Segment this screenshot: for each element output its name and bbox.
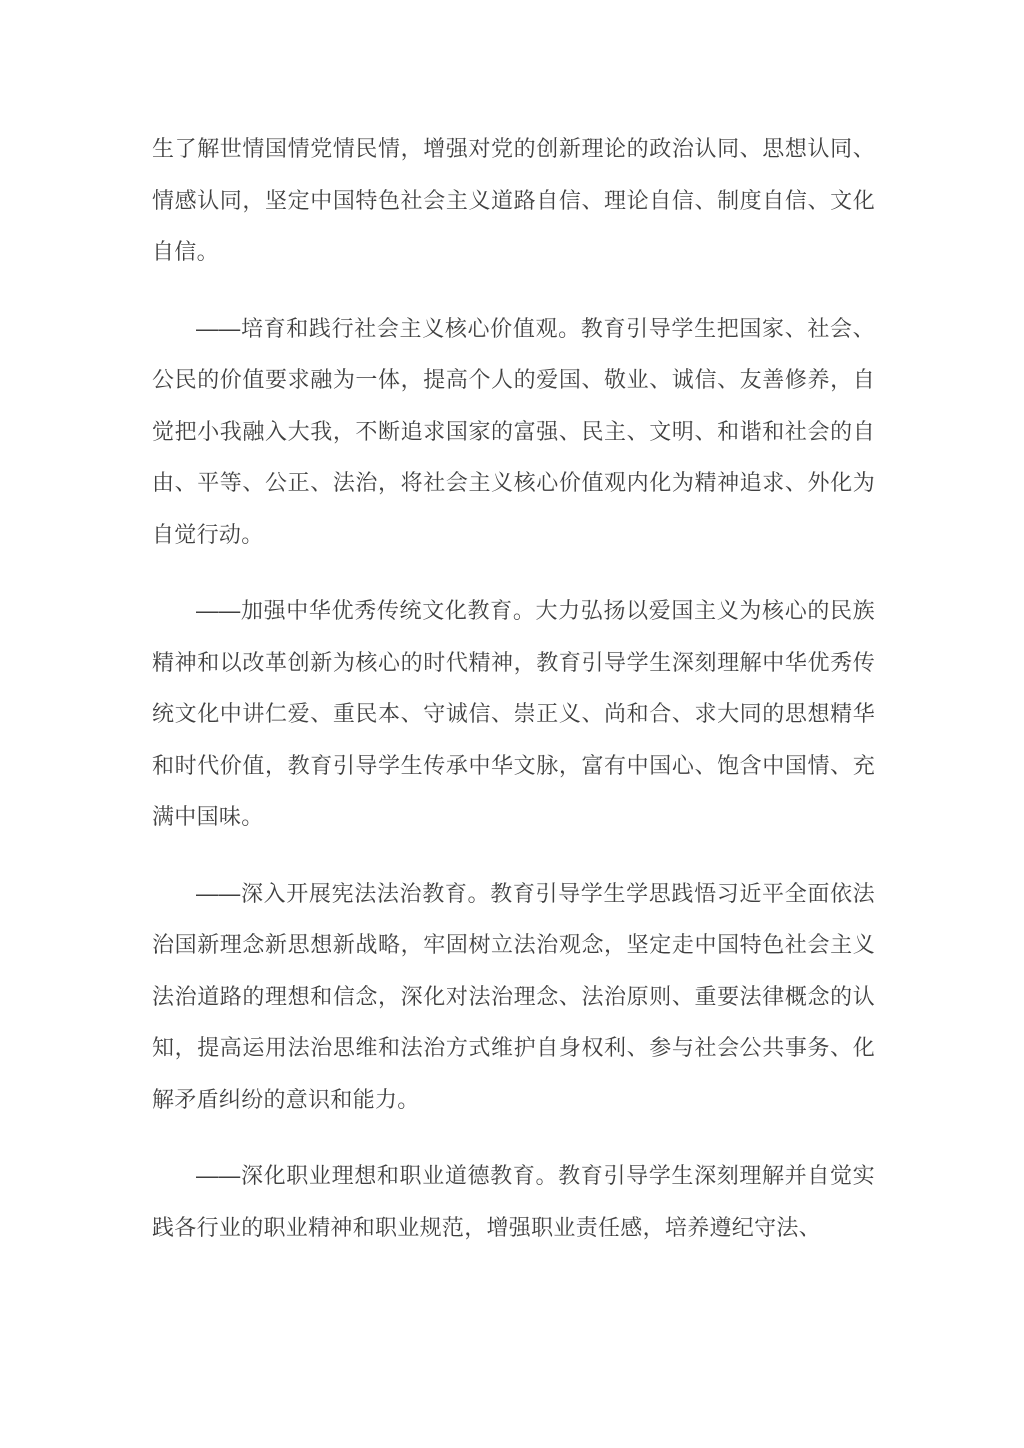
paragraph-core-socialist-values: ——培育和践行社会主义核心价值观。教育引导学生把国家、社会、公民的价值要求融为一体，提高个人的爱国、敬业、诚信、友善修养，自觉把小我融入大我，不断追求国家的富强、民主、文明、和谐和社会的自由、平等、公正、法治，将社会主义核心价值观内化为精神追求、外化为自觉行动。 (152, 315, 875, 547)
paragraph-vocational-ethics-education: ——深化职业理想和职业道德教育。教育引导学生深刻理解并自觉实践各行业的职业精神和职业规范，增强职业责任感，培养遵纪守法、 (152, 1163, 875, 1240)
document-content (152, 123, 875, 1278)
paragraph-constitution-law-education: ——深入开展宪法法治教育。教育引导学生学思践悟习近平全面依法治国新理念新思想新战略，牢固树立法治观念，坚定走中国特色社会主义法治道路的理想和信念，深化对法治理念、法治原则、重要法律概念的认知，提高运用法治思维和法治方式维护自身权利、参与社会公共事务、化解矛盾纠纷的意识和能力。 (152, 880, 875, 1112)
paragraph-continuation: 生了解世情国情党情民情，增强对党的创新理论的政治认同、思想认同、情感认同，坚定中国特色社会主义道路自信、理论自信、制度自信、文化自信。 (152, 136, 875, 264)
paragraph-traditional-culture-education: ——加强中华优秀传统文化教育。大力弘扬以爱国主义为核心的民族精神和以改革创新为核心的时代精神，教育引导学生深刻理解中华优秀传统文化中讲仁爱、重民本、守诚信、崇正义、尚和合、求大同的思想精华和时代价值，教育引导学生传承中华文脉，富有中国心、饱含中国情、充满中国味。 (152, 598, 875, 829)
